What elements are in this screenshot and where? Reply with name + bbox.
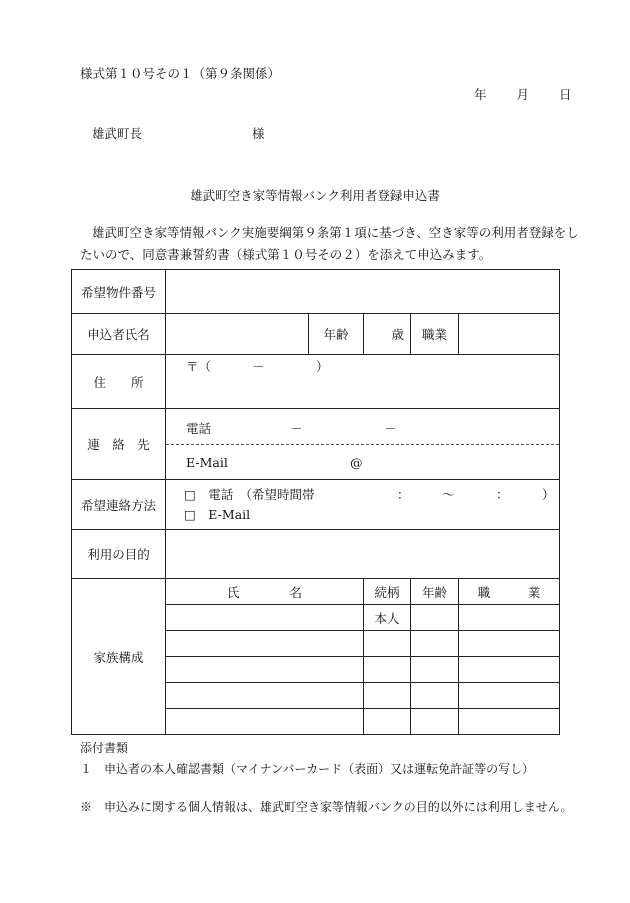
contact-method-row [72,480,560,530]
applicant-row [72,314,560,355]
family-occupation-cell[interactable] [459,657,560,683]
family-age-cell[interactable] [411,657,459,683]
family-relation-self: 本人 [364,605,411,631]
method-colon-2: ： [496,486,509,502]
method-tilde: ～ [442,486,455,502]
family-relation-cell[interactable] [364,709,411,735]
family-header-row [72,579,560,605]
phone-dash-1: － [290,421,303,436]
family-label: 家族構成 [72,579,166,735]
postal-suffix: ） [316,359,329,374]
family-occupation-cell[interactable] [459,605,560,631]
family-col-relation: 続柄 [364,579,411,605]
family-name-cell[interactable] [166,709,364,735]
contact-label: 連 絡 先 [72,409,166,480]
occupation-label: 職業 [411,314,459,355]
attachments-title: 添付書類 [80,741,129,755]
family-occupation-cell[interactable] [459,709,560,735]
contact-divider [166,444,559,445]
phone-label: 電話 [186,421,212,436]
family-relation-cell[interactable] [364,683,411,709]
family-name-cell[interactable] [166,683,364,709]
method-close: ） [542,486,555,502]
method-phone-option[interactable]: □ 電話 （希望時間帯 [184,486,315,502]
occupation-field[interactable] [459,314,560,355]
postal-prefix: 〒（ [186,359,212,374]
family-age-cell[interactable] [411,605,459,631]
intro-text: 雄武町空き家等情報バンク実施要綱第９条第１項に基づき、空き家等の利用者登録をしたいので、同意書兼誓約書（様式第１０号その２）を添えて申込みます。 [80,225,579,262]
family-occupation-cell[interactable] [459,683,560,709]
property-number-label: 希望物件番号 [72,270,166,314]
age-unit: 歳 [391,327,404,342]
address-label: 住 所 [72,355,166,409]
family-relation-cell[interactable] [364,657,411,683]
family-relation-cell[interactable] [364,631,411,657]
email-at: @ [350,455,363,470]
form-number: 様式第１０号その１（第９条関係） [80,66,281,81]
address-field[interactable] [166,355,560,409]
method-email-option[interactable]: □ E-Mail [184,506,251,522]
purpose-label: 利用の目的 [72,530,166,579]
family-name-cell[interactable] [166,605,364,631]
age-field[interactable] [364,314,411,355]
family-col-age: 年齢 [411,579,459,605]
method-colon-1: ： [397,486,410,502]
date-year: 年 [474,87,487,102]
date-line [474,85,572,103]
privacy-notice: ※ 申込みに関する個人情報は、雄武町空き家等情報バンクの目的以外には利用しません。 [80,800,573,814]
property-number-field[interactable] [166,270,560,314]
contact-method-label: 希望連絡方法 [72,480,166,530]
phone-dash-2: － [384,421,397,436]
property-number-row [72,270,560,314]
contact-row [72,409,560,480]
address-row [72,355,560,409]
age-label: 年齢 [309,314,364,355]
applicant-name-field[interactable] [166,314,309,355]
contact-field[interactable] [166,409,560,480]
email-label: E-Mail [186,455,228,470]
purpose-field[interactable] [166,530,560,579]
attachment-item-1: １ 申込者の本人確認書類（マイナンバーカード（表面）又は運転免許証等の写し） [80,762,535,776]
purpose-row [72,530,560,579]
family-name-cell[interactable] [166,631,364,657]
family-col-occupation: 職 業 [459,579,560,605]
date-day: 日 [559,87,572,102]
family-occupation-cell[interactable] [459,631,560,657]
applicant-name-label: 申込者氏名 [72,314,166,355]
document-title: 雄武町空き家等情報バンク利用者登録申込書 [190,188,440,203]
honorific: 様 [252,126,265,141]
postal-dash: － [252,359,265,374]
date-month: 月 [516,87,530,102]
family-age-cell[interactable] [411,709,459,735]
application-form [71,269,560,735]
contact-method-field [166,480,560,530]
family-name-cell[interactable] [166,657,364,683]
family-age-cell[interactable] [411,631,459,657]
family-col-name: 氏 名 [166,579,364,605]
addressee: 雄武町長 [92,126,143,141]
family-age-cell[interactable] [411,683,459,709]
